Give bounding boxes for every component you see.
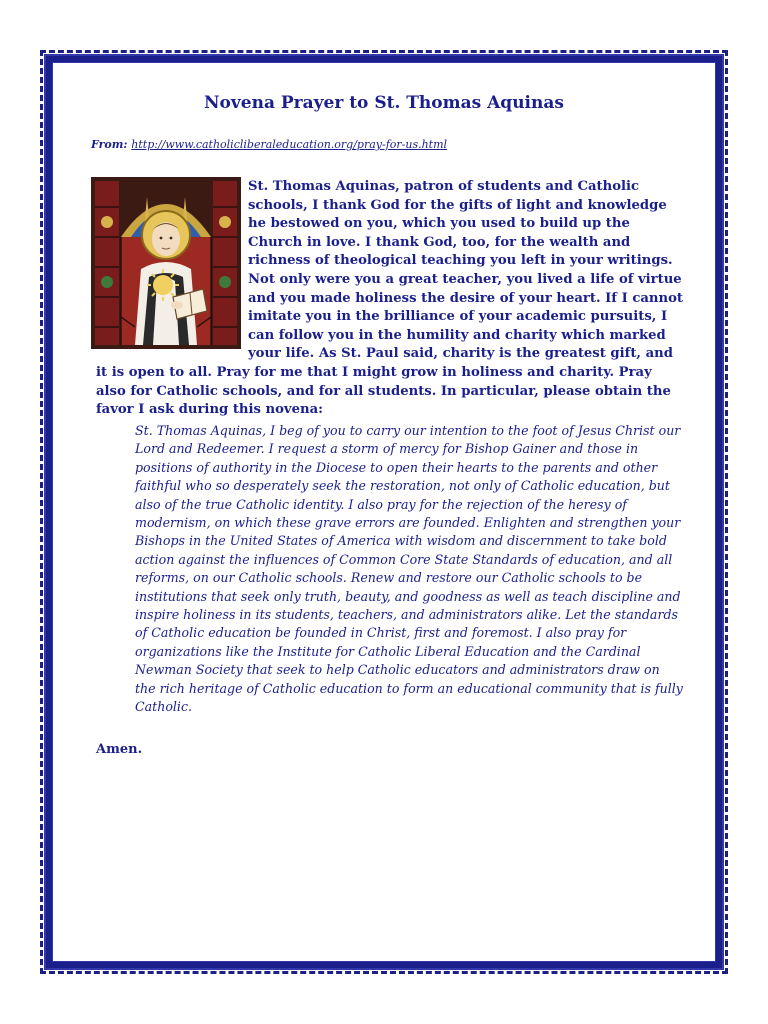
image-spacer: [96, 178, 248, 358]
main-prayer-text: St. Thomas Aquinas, patron of students and Catholic schools, I thank God for the gifts of light and knowledge he bestowed on you, which you used to build up the Church in love. I thank God, too, for the wealth and richness of theological teaching you left in your writings. Not only were you a great teacher, you lived a life of virtue and you made holiness the desire of your heart. If I cannot imitate you in the brilliance of your academic pursuits, I can follow you in the humility and charity which marked your life. As St. Paul said, charity is the greatest gift, and it is open to all. Pray for me that I might grow in holiness and charity. Pray also for Catholic schools, and for all students. In particular, please obtain the favor I ask during this novena:: [96, 179, 683, 418]
closing-amen: Amen.: [96, 742, 143, 757]
source-line: [91, 138, 447, 151]
from-label: From:: [91, 138, 128, 151]
page-title: Novena Prayer to St. Thomas Aquinas: [204, 93, 564, 113]
main-prayer: [96, 178, 684, 420]
intercession-prayer: St. Thomas Aquinas, I beg of you to carry our intention to the foot of Jesus Christ our Lord and Redeemer. I request a storm of mercy for Bishop Gainer and those in positions of authority in the Diocese to open their hearts to the parents and other faithful who so desperately seek the restoration, not only of Catholic education, but also of the true Catholic identity. I also pray for the rejection of the heresy of modernism, on which these grave errors are founded. Enlighten and strengthen your Bishops in the United States of America with wisdom and discernment to take bold action against the influences of Common Core State Standards of education, and all reforms, on our Catholic schools. Renew and restore our Catholic schools to be institutions that seek only truth, beauty, and goodness as well as teach discipline and inspire holiness in its students, teachers, and administrators alike. Let the standards of Catholic education be founded in Christ, first and foremost. I also pray for organizations like the Institute for Catholic Liberal Education and the Cardinal Newman Society that seek to help Catholic educators and administrators draw on the rich heritage of Catholic education to form an educational community that is fully Catholic.: [135, 423, 683, 715]
source-link[interactable]: http://www.catholicliberaleducation.org/pray-for-us.html: [131, 138, 448, 151]
